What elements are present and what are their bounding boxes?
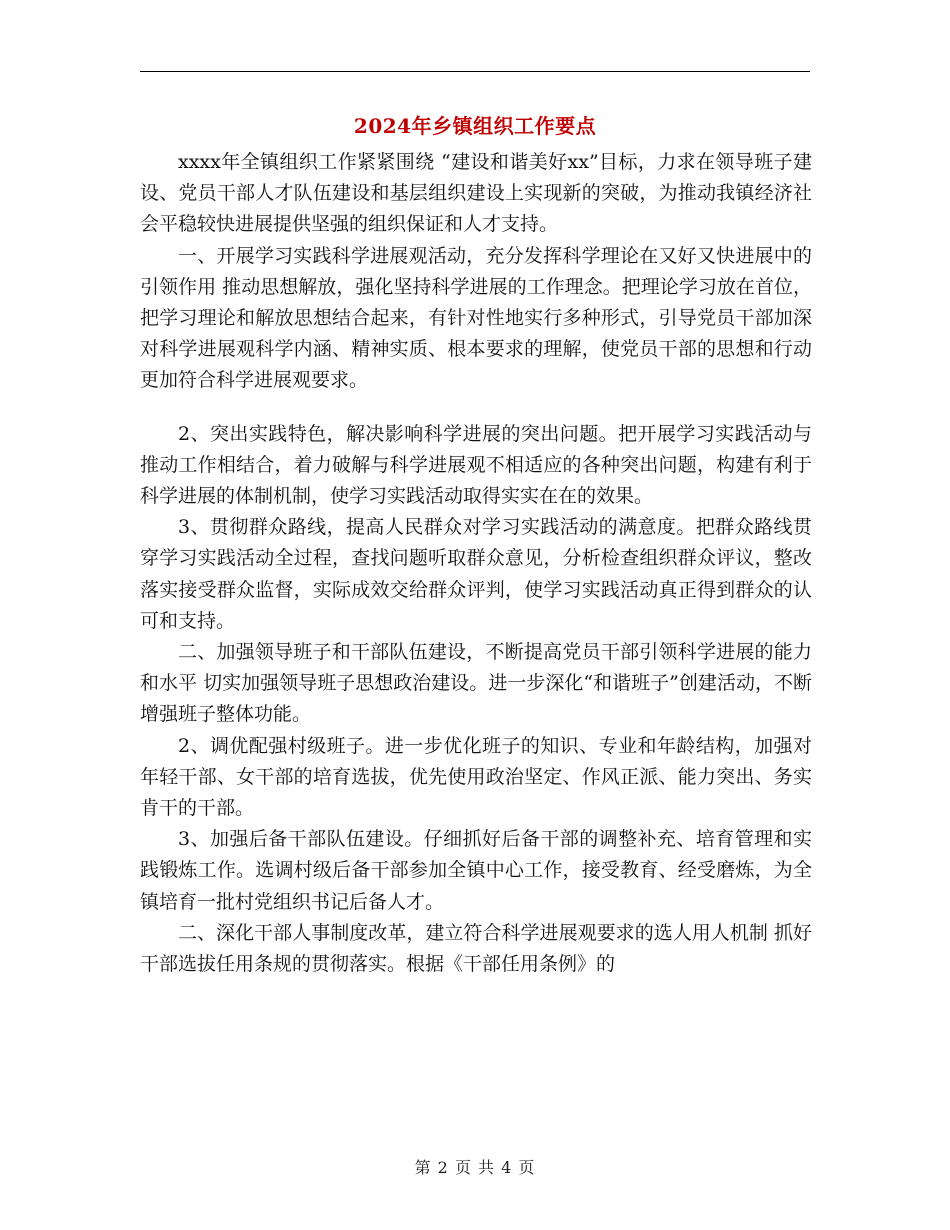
paragraph-section-3: 二、深化干部人事制度改革，建立符合科学进展观要求的选人用人机制 抓好干部选拔任用条规的贯彻落实。根据《干部任用条例》的 bbox=[140, 921, 812, 976]
page-number-footer: 第 2 页 共 4 页 bbox=[414, 1158, 536, 1177]
paragraph-section-2-item-3: 3、加强后备干部队伍建设。仔细抓好后备干部的调整补充、培育管理和实践锻炼工作。选调村级后备干部参加全镇中心工作，接受教育、经受磨炼，为全镇培育一批村党组织书记后备人才。 bbox=[140, 828, 812, 913]
paragraph-section-1: 一、开展学习实践科学进展观活动，充分发挥科学理论在又好又快进展中的引领作用 推动思想解放，强化坚持科学进展的工作理念。把理论学习放在首位，把学习理论和解放思想结合起来，有针对性地实行多种形式，引导党员干部加深对科学进展观科学内涵、精神实质、根本要求的理解，使党员干部的思想和行动更加符合科学进展观要求。 bbox=[140, 244, 812, 392]
paragraph-section-2-item-2: 2、调优配强村级班子。进一步优化班子的知识、专业和年龄结构，加强对年轻干部、女干部的培育选拔，优先使用政治坚定、作风正派、能力突出、务实肯干的干部。 bbox=[140, 734, 812, 820]
document-title: 2024年乡镇组织工作要点 bbox=[353, 114, 597, 138]
document-body bbox=[140, 147, 812, 980]
paragraph-section-1-item-3: 3、贯彻群众路线，提高人民群众对学习实践活动的满意度。把群众路线贯穿学习实践活动全过程，查找问题听取群众意见，分析检查组织群众评议，整改落实接受群众监督，实际成效交给群众评判，使学习实践活动真正得到群众的认可和支持。 bbox=[140, 516, 812, 632]
paragraph-section-1-item-2: 2、突出实践特色，解决影响科学进展的突出问题。把开展学习实践活动与推动工作相结合，着力破解与科学进展观不相适应的各种突出问题，构建有利于科学进展的体制机制，使学习实践活动取得实实在在的效果。 bbox=[140, 422, 812, 508]
header-rule bbox=[140, 71, 810, 72]
paragraph-section-2: 二、加强领导班子和干部队伍建设，不断提高党员干部引领科学进展的能力和水平 切实加强领导班子思想政治建设。进一步深化“和谐班子”创建活动，不断增强班子整体功能。 bbox=[140, 641, 812, 726]
paragraph-intro: xxxx年全镇组织工作紧紧围绕 “建设和谐美好xx”目标，力求在领导班子建设、党员干部人才队伍建设和基层组织建设上实现新的突破，为推动我镇经济社会平稳较快进展提供坚强的组织保证和人才支持。 bbox=[140, 151, 812, 236]
